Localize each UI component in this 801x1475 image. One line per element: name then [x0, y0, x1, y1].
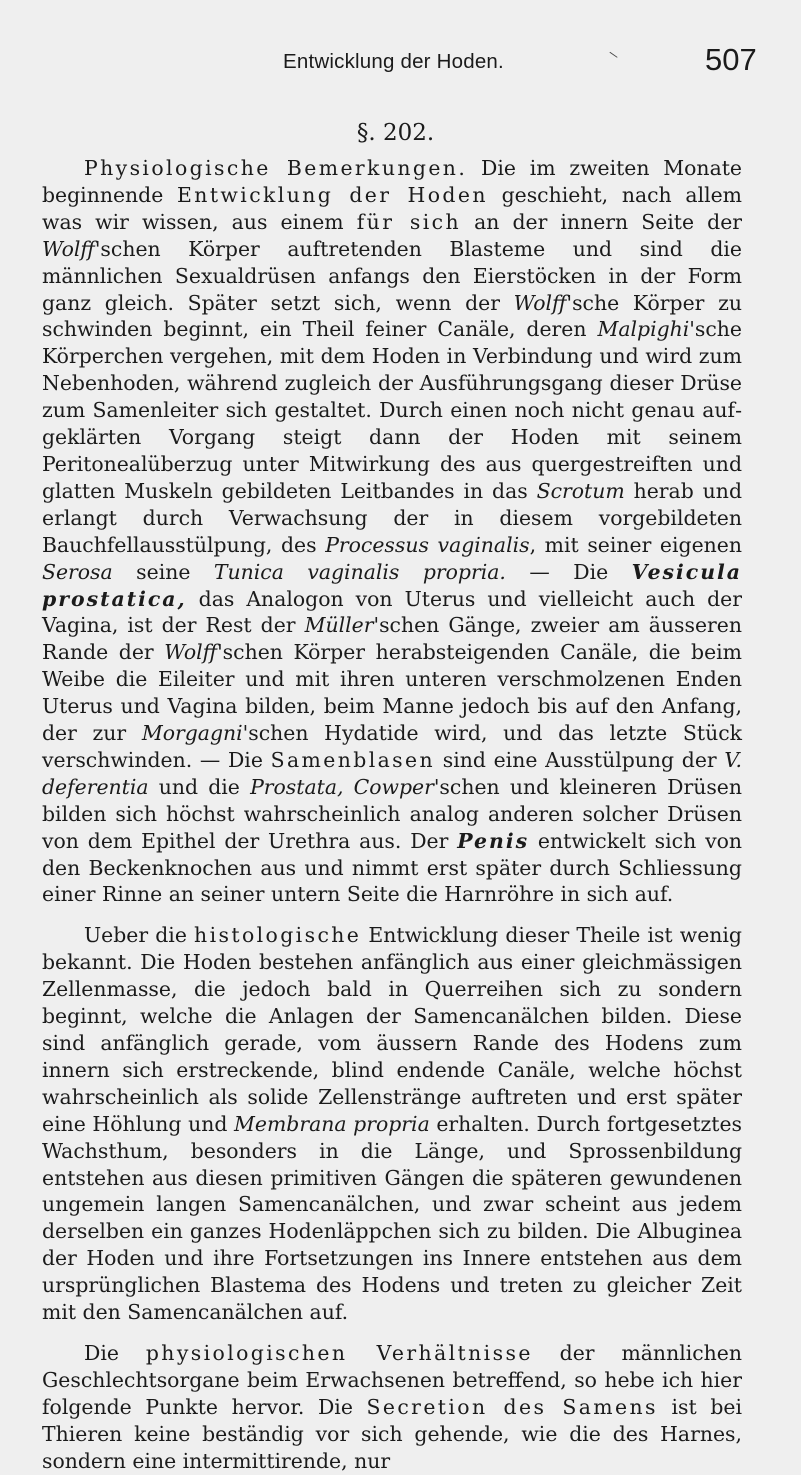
emphasis: Physiologische Bemerkungen.	[84, 156, 468, 180]
latin-term: Scrotum	[536, 478, 625, 503]
latin-term: V. deferentia	[42, 747, 742, 799]
emphasis: Secretion des Samens	[366, 1394, 658, 1419]
text-run: 'sche Körper zu schwinden beginnt, ein Theil feiner Canäle, deren	[42, 290, 742, 342]
person-name: Morgagni	[141, 721, 243, 746]
section-number: §. 202.	[356, 120, 435, 146]
emphasis: Samenblasen	[270, 747, 436, 772]
emphasis: histologische	[194, 923, 362, 948]
person-name: Malpighi	[597, 317, 690, 342]
emphasis: Entwicklung der Hoden	[177, 182, 488, 207]
person-name: Müller	[304, 613, 374, 638]
emphasis-term: Vesicula prostatica,	[42, 559, 742, 611]
running-title: Entwicklung der Hoden.	[283, 50, 504, 73]
text-run: der männlichen Geschlechtsorgane beim Erwachsenen betreffend, so hebe ich hier folgende Punkte hervor. Die	[42, 1340, 742, 1419]
latin-term: Processus vaginalis	[325, 532, 530, 557]
text-run: erhalten. Durch fortgesetztes Wachsthum, besonders in die Länge, und Sprossenbildung entstehen aus diesen primitiven Gängen die späteren gewundenen ungemein langen Samencanälchen, und zwar scheint aus jedem derselben ein ganzes Hodenläppchen sich zu bilden. Die Albuginea der Hoden und ihre Fortsetzungen ins Innere entstehen aus dem ursprünglichen Blastema des Hodens und treten zu gleicher Zeit mit den Samencanälchen auf.	[42, 1111, 742, 1325]
text-run: 'sche Körperchen vergehen, mit dem Hoden in Verbindung und wird zum Nebenhoden, während zugleich der Ausführungsgang dieser Drüse zum Samenleiter sich gestaltet. Durch einen noch nicht genau aufgeklärten Vorgang steigt dann der Hoden mit seinem Peritonealüberzug unter Mitwirkung des aus quergestreiften und glatten Muskeln gebildeten Leitbandes in das	[42, 317, 742, 503]
paragraph-physiologische-verhaeltnisse	[42, 1340, 742, 1475]
latin-term: Serosa	[42, 559, 113, 584]
text-run: entwickelt sich von den Beckenknochen aus und nimmt erst später durch Schliessung einer Rinne an seiner untern Seite die Harnröhre in sich auf.	[42, 828, 743, 907]
text-run: ist bei Thieren keine beständig vor sich gehende, wie die des Harnes, sondern eine intermittirende, nur	[42, 1394, 742, 1473]
person-name: Wolff	[42, 236, 95, 261]
text-run: herab und erlangt durch Verwachsung der in diesem vorgebildeten Bauchfellausstülpung, des	[42, 478, 742, 557]
emphasis: physiologischen Verhältnisse	[145, 1340, 533, 1365]
text-run: 'schen Körper auftretenden Blasteme und sind die männlichen Sexualdrüsen anfangs den Eierstöcken in der Form ganz gleich. Später setzt sich, wenn der	[42, 236, 742, 315]
text-run: Die	[84, 1340, 146, 1365]
person-name: Wolff	[513, 290, 567, 315]
text-run: Die im zweiten Monate beginnende	[42, 156, 742, 207]
text-run: das Analogon von Uterus und vielleicht auch der Vagina, ist der Rest der	[42, 586, 742, 638]
stray-mark: \	[607, 48, 620, 62]
person-name: Wolff	[164, 640, 218, 665]
section-heading	[0, 120, 801, 146]
text-run: an der innern Seite der	[460, 209, 743, 234]
text-run: 'schen Hydatide wird, und das letzte Stück verschwinden. — Die	[42, 721, 742, 772]
latin-term: Membrana propria	[234, 1111, 430, 1136]
text-run: — Die	[505, 559, 632, 584]
text-run: sind eine Ausstülpung der	[435, 747, 725, 772]
page-number: 507	[705, 42, 757, 77]
text-run: Ueber die	[84, 923, 195, 948]
latin-term: Prostata, Cowper	[250, 774, 434, 799]
text-run: , mit seiner eigenen	[529, 532, 742, 557]
text-run: geschieht, nach allem was wir wissen, aus einem	[42, 182, 743, 234]
text-run: Entwicklung dieser Theile ist wenig bekannt. Die Hoden bestehen anfänglich aus einer gleichmässigen Zellenmasse, die jedoch bald in Querreihen sich zu sondern beginnt, welche die Anlagen der Samencanälchen bilden. Diese sind anfänglich gerade, vom äussern Rande des Hodens zum innern sich erstreckende, blind endende Canäle, welche höchst wahrscheinlich als solide Zellenstränge auftreten und erst später eine Höhlung und	[42, 923, 742, 1136]
emphasis: für sich	[356, 209, 461, 234]
latin-term: Tunica vaginalis propria.	[213, 559, 506, 584]
text-run: 'schen Gänge, zweier am äusseren Rande der	[42, 613, 742, 665]
text-run: und die	[148, 774, 251, 799]
paragraph-histologische-entwicklung	[42, 922, 742, 1326]
running-head	[0, 42, 801, 82]
text-run: 'schen und kleineren Drüsen bilden sich höchst wahrscheinlich analog anderen solcher Drüsen von dem Epithel der Urethra aus. Der	[42, 774, 742, 853]
body-text	[42, 155, 742, 1475]
emphasis-term: Penis	[457, 828, 530, 853]
text-run: 'schen Körper herabsteigenden Canäle, die beim Weibe die Eileiter und mit ihren unteren verschmolzenen Enden Uterus und Vagina bilden, beim Manne jedoch bis auf den Anfang, der zur	[42, 640, 742, 746]
text-run: seine	[112, 559, 214, 584]
paragraph-physiologische-bemerkungen	[42, 155, 742, 908]
